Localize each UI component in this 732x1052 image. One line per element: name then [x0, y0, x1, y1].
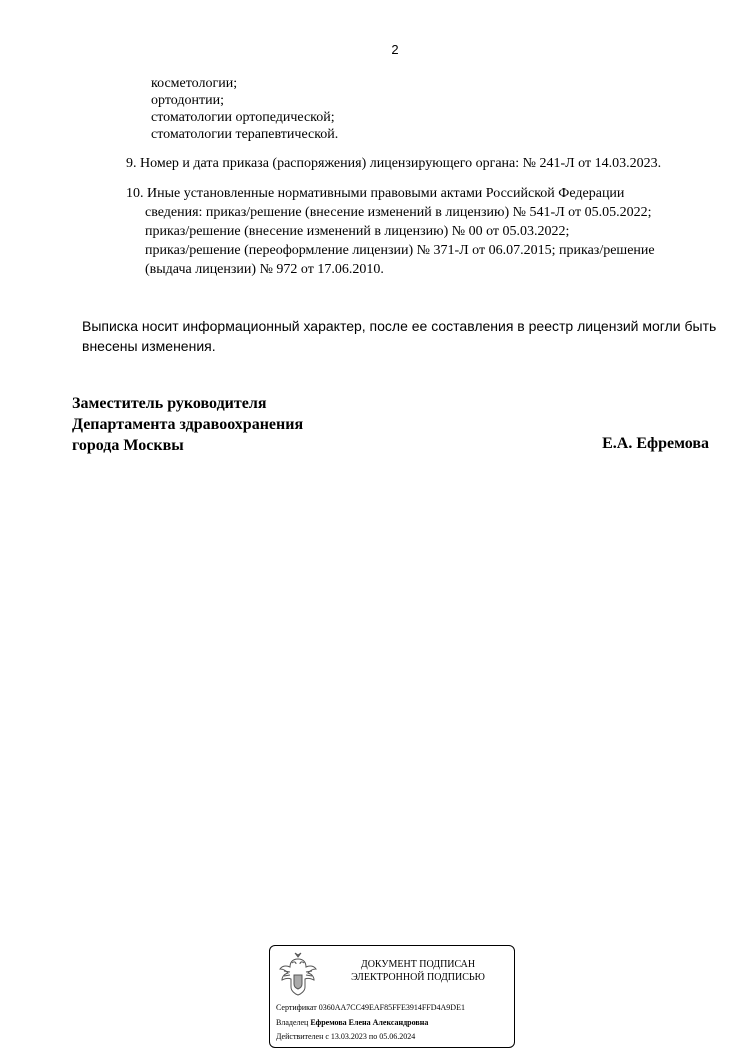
specialties-list — [151, 75, 338, 143]
item-10-line: приказ/решение (внесение изменений в лицензию) № 00 от 05.03.2022; — [145, 224, 570, 239]
list-item: косметологии; — [151, 76, 238, 91]
signatory-title-line: Департамента здравоохранения — [72, 416, 304, 433]
signatory-title-line: города Москвы — [72, 437, 184, 454]
item-10-other-info — [126, 184, 716, 279]
signatory-title-line: Заместитель руководителя — [72, 395, 267, 412]
list-item: ортодонтии; — [151, 93, 224, 108]
page-number: 2 — [391, 42, 399, 57]
stamp-owner-name: Ефремова Елена Александровна — [310, 1018, 429, 1027]
list-item: стоматологии ортопедической; — [151, 110, 335, 125]
stamp-title-line: ЭЛЕКТРОННОЙ ПОДПИСЬЮ — [351, 972, 485, 983]
list-item: стоматологии терапевтической. — [151, 127, 339, 142]
stamp-certificate: Сертификат 0360AA7CC49EAF85FFE3914FFD4A9DE1 — [276, 1003, 465, 1012]
signatory-title — [72, 393, 303, 456]
coat-of-arms-emblem-icon — [278, 951, 318, 997]
item-10-line: (выдача лицензии) № 972 от 17.06.2010. — [145, 262, 384, 277]
disclaimer-note — [82, 316, 722, 356]
note-line: внесены изменения. — [82, 338, 216, 354]
stamp-validity: Действителен с 13.03.2023 по 05.06.2024 — [276, 1032, 416, 1041]
signatory-name: Е.А. Ефремова — [602, 435, 709, 452]
stamp-owner — [276, 1018, 428, 1027]
note-line: Выписка носит информационный характер, после ее составления в реестр лицензий могли быть — [82, 318, 717, 334]
electronic-signature-stamp — [269, 945, 515, 1048]
stamp-title-line: ДОКУМЕНТ ПОДПИСАН — [360, 959, 476, 970]
stamp-owner-label: Владелец — [276, 1018, 309, 1027]
stamp-title — [328, 958, 508, 984]
item-10-line: сведения: приказ/решение (внесение изменений в лицензию) № 541-Л от 05.05.2022; — [145, 205, 652, 220]
item-9-order-number: 9. Номер и дата приказа (распоряжения) лицензирующего органа: № 241-Л от 14.03.2023. — [126, 156, 662, 171]
item-10-first-line: 10. Иные установленные нормативными правовыми актами Российской Федерации — [126, 186, 625, 201]
item-10-line: приказ/решение (переоформление лицензии) № 371-Л от 06.07.2015; приказ/решение — [145, 243, 655, 258]
